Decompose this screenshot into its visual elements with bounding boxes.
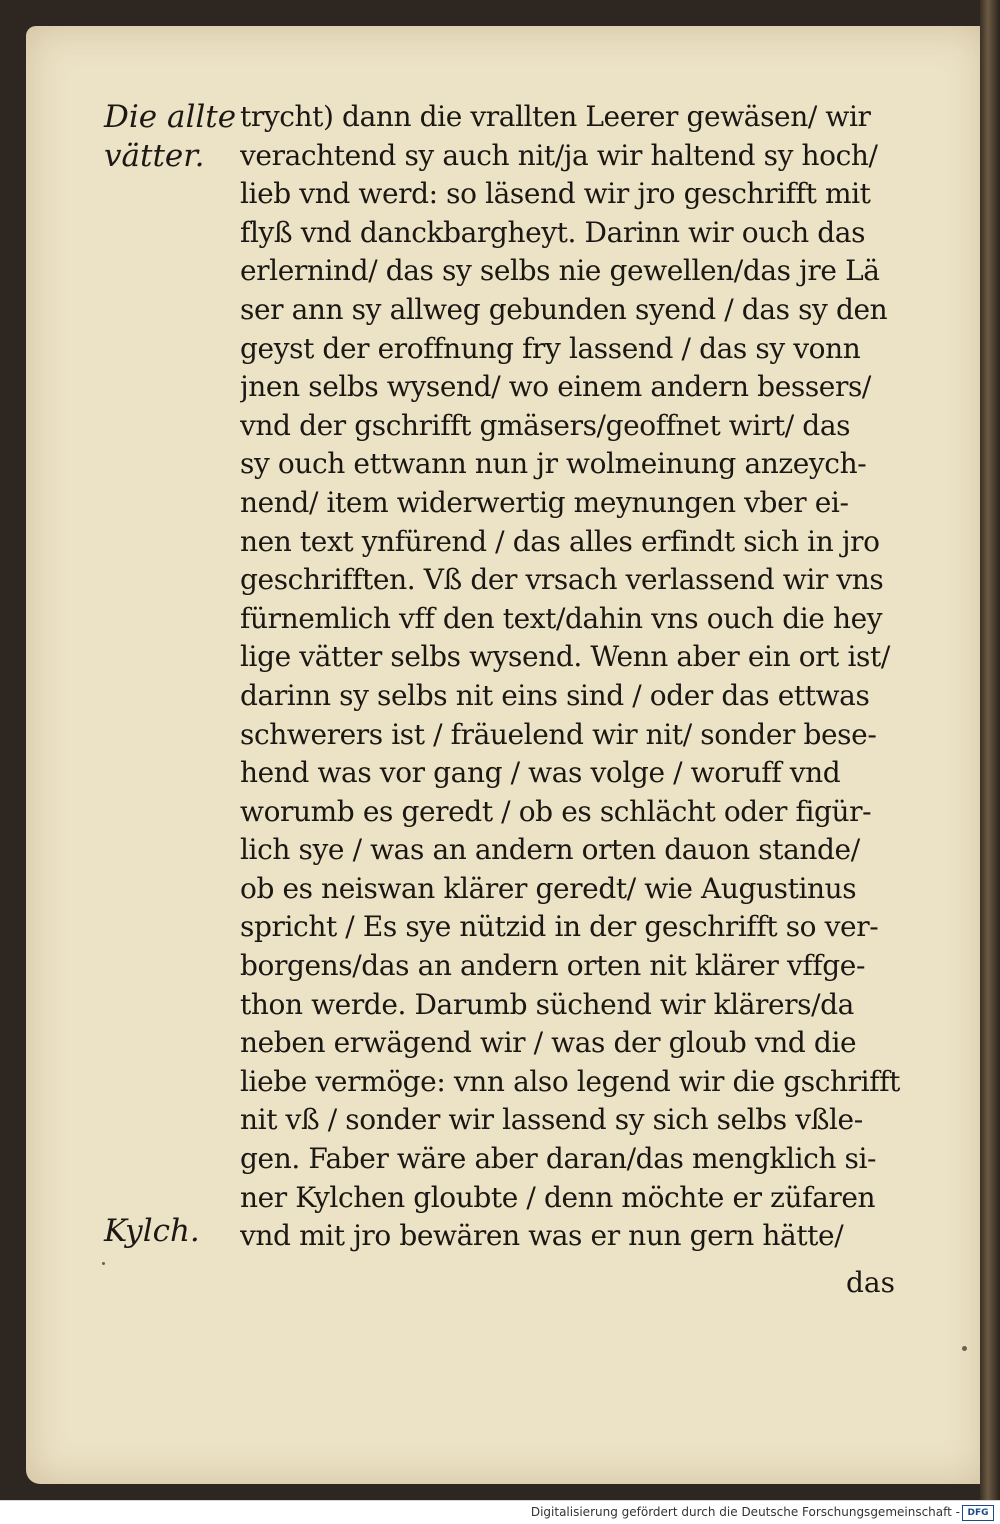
text-line: lieb vnd werd: so läsend wir jro geschrifft mit xyxy=(240,177,871,211)
text-line: worumb es geredt / ob es schlächt oder figür- xyxy=(240,794,872,828)
text-line: nit vß / sonder wir lassend sy sich selbs vßle- xyxy=(240,1103,863,1137)
page-edge xyxy=(980,0,1000,1500)
text-line: ser ann sy allweg gebunden syend / das sy den xyxy=(240,292,888,326)
text-line: gen. Faber wäre aber daran/das mengklich si- xyxy=(240,1142,877,1176)
text-line: ner Kylchen gloubte / denn möchte er züfaren xyxy=(240,1180,876,1214)
funding-credit: Digitalisierung gefördert durch die Deutsche Forschungsgemeinschaft - xyxy=(530,1505,960,1519)
paper-speck xyxy=(102,1262,105,1265)
catchword: das xyxy=(846,1266,895,1299)
text-line: thon werde. Darumb süchend wir klärers/da xyxy=(240,987,854,1021)
text-line: neben erwägend wir / was der gloub vnd die xyxy=(240,1026,857,1060)
dfg-logo-icon: DFG xyxy=(962,1505,994,1521)
text-line: borgens/das an andern orten nit klärer vffge- xyxy=(240,949,866,983)
text-line: sy ouch ettwann nun jr wolmeinung anzeych- xyxy=(240,447,867,481)
footer-bar xyxy=(0,1500,1000,1524)
text-line: fürnemlich vff den text/dahin vns ouch die hey xyxy=(240,601,883,635)
text-line: vnd der gschrifft gmäsers/geoffnet wirt/ das xyxy=(240,408,851,442)
text-line: trycht) dann die vrallten Leerer gewäsen/ wir xyxy=(240,100,871,133)
main-text-block xyxy=(240,98,904,1256)
text-line: nen text ynfürend / das alles erfindt sich in jro xyxy=(240,524,880,558)
text-line: geschrifften. Vß der vrsach verlassend wir vns xyxy=(240,563,884,597)
text-line: flyß vnd danckbargheyt. Darinn wir ouch das xyxy=(240,215,866,249)
text-line: ob es neiswan klärer geredt/ wie Augustinus xyxy=(240,871,857,905)
text-line: vnd mit jro bewären was er nun gern hätte/ xyxy=(240,1219,844,1253)
text-line: spricht / Es sye nützid in der geschrifft so ver- xyxy=(240,910,879,944)
text-line: jnen selbs wysend/ wo einem andern bessers/ xyxy=(240,370,871,404)
margin-note-die-allte: Die allte xyxy=(104,99,237,135)
text-line: liebe vermöge: vnn also legend wir die gschrifft xyxy=(240,1064,901,1098)
text-line: lige vätter selbs wysend. Wenn aber ein ort ist/ xyxy=(240,640,890,674)
text-line: schwerers ist / fräuelend wir nit/ sonder bese- xyxy=(240,717,877,751)
margin-note-vaetter: vätter. xyxy=(104,138,205,174)
text-line: geyst der eroffnung fry lassend / das sy vonn xyxy=(240,331,861,365)
text-line: hend was vor gang / was volge / woruff vnd xyxy=(240,756,841,790)
text-line: darinn sy selbs nit eins sind / oder das ettwas xyxy=(240,678,870,712)
text-line: lich sye / was an andern orten dauon stande/ xyxy=(240,833,860,867)
text-line: nend/ item widerwertig meynungen vber ei- xyxy=(240,485,849,519)
text-line: erlernind/ das sy selbs nie gewellen/das jre Lä xyxy=(240,254,880,288)
text-line: verachtend sy auch nit/ja wir haltend sy hoch/ xyxy=(240,138,878,172)
margin-note-kylch: Kylch. xyxy=(104,1213,200,1249)
paper-speck xyxy=(962,1346,967,1351)
